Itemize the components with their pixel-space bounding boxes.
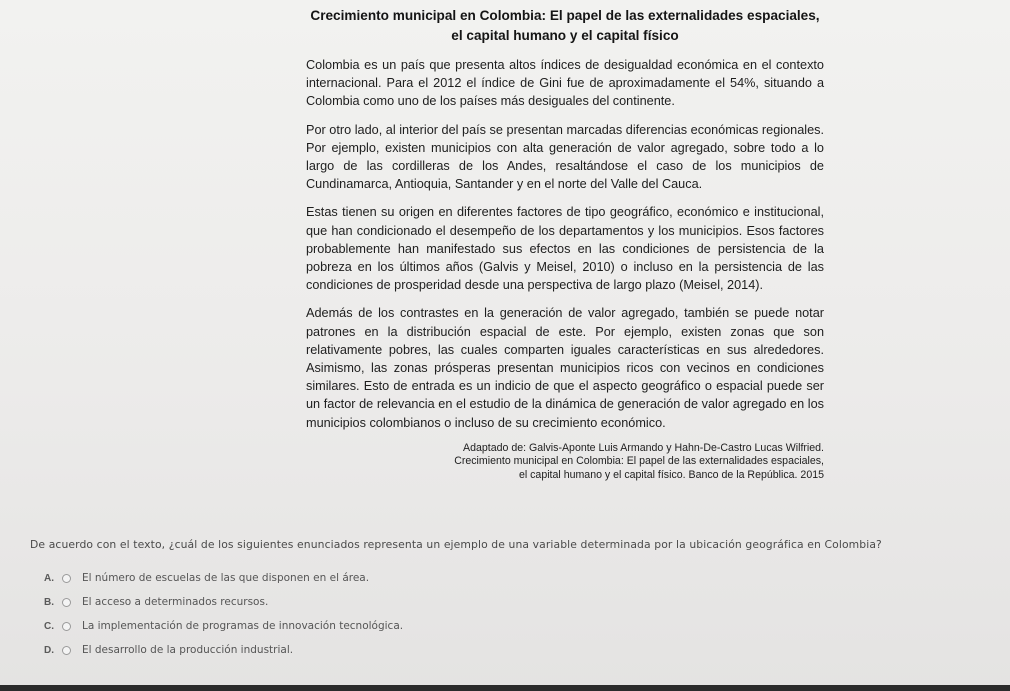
option-c[interactable]	[44, 614, 403, 638]
passage-paragraph-1: Colombia es un país que presenta altos índices de desigualdad económica en el contexto internacional. Para el 2012 el índice de Gini fue de aproximadamente el 54%, situando a Colombia como uno de los países más desiguales del continente.	[306, 58, 824, 109]
passage-paragraph-2: Por otro lado, al interior del país se presentan marcadas diferencias económicas regionales. Por ejemplo, existen municipios con alta generación de valor agregado, sobre todo a lo largo de las cordilleras de los Andes, resaltándose el caso de los municipios de Cundinamarca, Antioquia, Santander y en el norte del Valle del Cauca.	[306, 122, 824, 192]
passage-title-line2: el capital humano y el capital físico	[451, 28, 679, 43]
option-a[interactable]	[44, 566, 403, 590]
passage-paragraph-4: Además de los contrastes en la generación de valor agregado, también se puede notar patrones en la distribución espacial de este. Por ejemplo, existen zonas que son relativamente pobres, las cuales comparten iguales características en sus alrededores. Asimismo, las zonas prósperas presentan municipios ricos con vecinos en condiciones similares. Esto de entrada es un indicio de que el aspecto geográfico o espacial puede ser un factor de relevancia en el estudio de la dinámica de generación de valor agregado en los municipios colombianos o incluso de su crecimiento económico.	[306, 306, 824, 430]
radio-icon[interactable]	[62, 574, 71, 583]
question-text: De acuerdo con el texto, ¿cuál de los siguientes enunciados representa un ejemplo de una variable determinada por la ubicación geográfica en Colombia?	[30, 538, 882, 551]
reading-passage	[306, 6, 824, 482]
screen-bottom-edge	[0, 685, 1010, 691]
option-b-text: El acceso a determinados recursos.	[82, 596, 269, 608]
passage-title	[306, 6, 824, 46]
citation-line1: Adaptado de: Galvis-Aponte Luis Armando y Hahn-De-Castro Lucas Wilfried.	[463, 441, 824, 454]
option-a-letter: A.	[44, 572, 54, 584]
option-d[interactable]	[44, 638, 403, 662]
citation-line3: el capital humano y el capital físico. Banco de la República. 2015	[518, 468, 824, 481]
option-d-text: El desarrollo de la producción industrial.	[82, 644, 294, 656]
option-c-text: La implementación de programas de innovación tecnológica.	[82, 620, 404, 632]
radio-icon[interactable]	[62, 598, 71, 607]
passage-paragraph-3: Estas tienen su origen en diferentes factores de tipo geográfico, económico e institucional, que han condicionado el desempeño de los departamentos y los municipios. Esos factores probablemente han manifestado sus efectos en las condiciones de persistencia de la pobreza en los últimos años (Galvis y Meisel, 2010) o incluso en la persistencia de las condiciones de prosperidad desde una perspectiva de largo plazo (Meisel, 2014).	[306, 205, 824, 293]
option-d-letter: D.	[44, 644, 54, 656]
answer-options	[44, 566, 403, 662]
radio-icon[interactable]	[62, 622, 71, 631]
passage-title-line1: Crecimiento municipal en Colombia: El papel de las externalidades espaciales,	[310, 8, 820, 23]
radio-icon[interactable]	[62, 646, 71, 655]
option-a-text: El número de escuelas de las que disponen en el área.	[82, 572, 370, 584]
passage-citation	[306, 442, 824, 483]
citation-line2: Crecimiento municipal en Colombia: El papel de las externalidades espaciales,	[454, 455, 824, 468]
option-c-letter: C.	[44, 620, 54, 632]
option-b-letter: B.	[44, 596, 54, 608]
option-b[interactable]	[44, 590, 403, 614]
